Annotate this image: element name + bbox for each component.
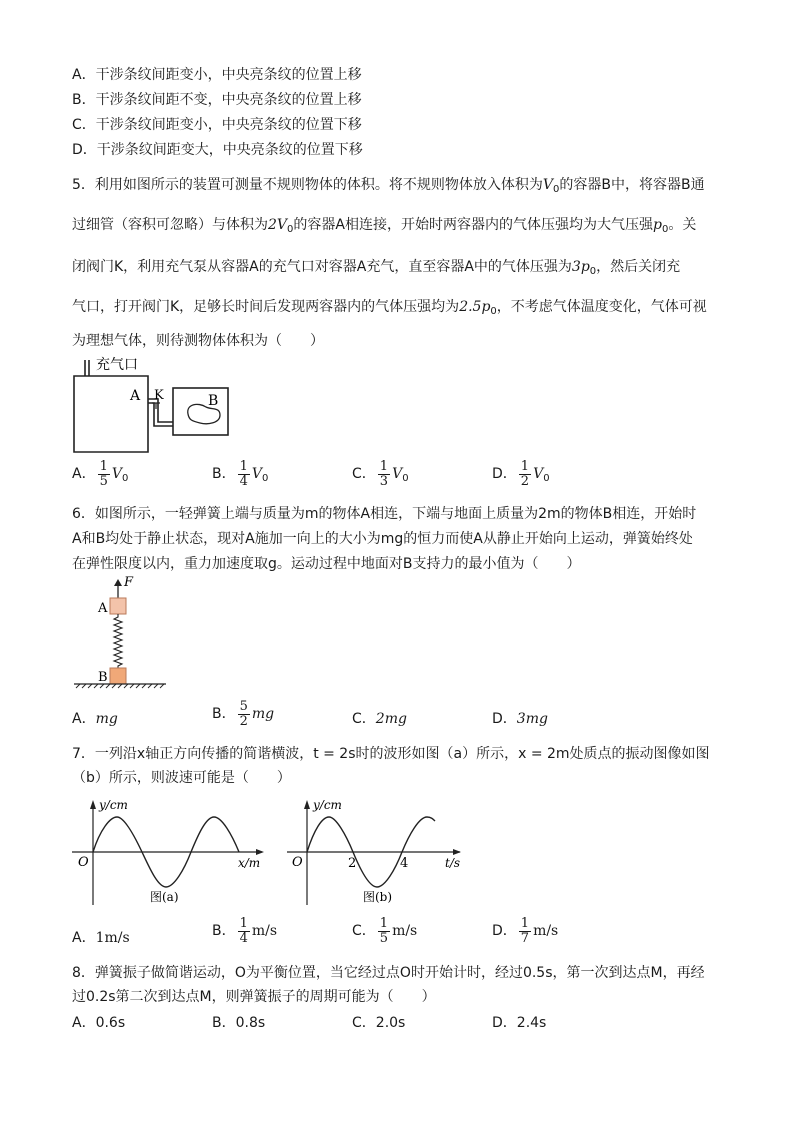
q8-line-2: 过0.2s第二次到达点M，则弹簧振子的周期可能为（ ） [72,989,436,1005]
origin-label: O [292,855,303,870]
t-axis-label: t/s [445,856,461,870]
q7-option-a: A．1m/s [72,930,130,946]
q4-option-c: C．干涉条纹间距变小，中央亮条纹的位置下移 [72,117,362,133]
q7-line-1: 7．一列沿x轴正方向传播的简谐横波，t = 2s时的波形如图（a）所示，x = 2m处质点的振动图像如图 [72,746,710,762]
q8-option-d: D．2.4s [492,1015,547,1031]
q8-option-a: A．0.6s [72,1015,126,1031]
label-b: B [98,670,108,685]
q6-option-a: A．mg [72,711,118,727]
q4-option-a: A．干涉条纹间距变小，中央亮条纹的位置上移 [72,67,362,83]
y-axis-label: y/cm [99,798,128,812]
q8-line-1: 8．弹簧振子做简谐运动，O为平衡位置，当它经过点O时开始计时，经过0.5s，第一次到达点M，再经 [72,965,705,981]
q8-option-b: B．0.8s [212,1015,266,1031]
q7-option-b: B． $\frac{1}{4}$ m/s [212,916,278,946]
block-b [110,668,126,684]
label-b: B [208,393,219,409]
q6-option-c: C．2mg [352,711,407,727]
origin-label: O [78,855,89,870]
q5-option-b: B． $\frac{1}{4}$ $V_0$ [212,459,269,489]
q4-option-b: B．干涉条纹间距不变，中央亮条纹的位置上移 [72,92,362,108]
block-a [110,598,126,614]
q5-option-d: D． $\frac{1}{2}$ $V_0$ [492,459,550,489]
caption-b: 图(b) [363,890,393,904]
q6-option-b: B． $\frac{5}{2}$ mg [212,699,275,729]
force-label: F [124,575,134,590]
q4-option-d: D．干涉条纹间距变大，中央亮条纹的位置下移 [72,142,363,158]
q7-line-2: （b）所示，则波速可能是（ ） [72,770,291,786]
tick-2: 2 [348,856,357,871]
q6-spring-diagram [70,575,170,695]
y-axis-label: y/cm [313,798,342,812]
q5-line-5: 为理想气体，则待测物体体积为（ ） [72,333,324,349]
label-k: K [154,388,164,403]
q5-line-4: 气口，打开阀门K，足够长时间后发现两容器内的气体压强均为$2.5p_0$，不考虑气体温度变化，气体可视 [72,299,707,317]
q5-line-3: 闭阀门K，利用充气泵从容器A的充气口对容器A充气，直至容器A中的气体压强为$3p_0$，然后关闭充 [72,259,681,277]
q6-line-2: A和B均处于静止状态，现对A施加一向上的大小为mg的恒力而使A从静止开始向上运动，弹簧始终处 [72,531,693,547]
q6-option-d: D．3mg [492,711,548,727]
q7-vibration-graph-b [285,795,465,910]
q7-option-d: D． $\frac{1}{7}$ m/s [492,916,559,946]
q5-line-2: 过细管（容积可忽略）与体积为$2V_0$的容器A相连接，开始时两容器内的气体压强均为大气压强$p_0$。关 [72,217,697,235]
q5-option-c: C． $\frac{1}{3}$ $V_0$ [352,459,409,489]
q5-line-1: 5．利用如图所示的装置可测量不规则物体的体积。将不规则物体放入体积为$V_0$的容器B中，将容器B通 [72,177,705,195]
q8-option-c: C．2.0s [352,1015,406,1031]
inlet-label: 充气口 [96,357,138,373]
tick-4: 4 [400,856,409,871]
q5-container-diagram [70,352,240,456]
x-axis-label: x/m [238,856,261,870]
q5-option-a: A． $\frac{1}{5}$ $V_0$ [72,459,129,489]
q6-line-1: 6．如图所示，一轻弹簧上端与质量为m的物体A相连，下端与地面上质量为2m的物体B相连，开始时 [72,506,697,522]
caption-a: 图(a) [150,890,179,904]
q6-line-3: 在弹性限度以内，重力加速度取g。运动过程中地面对B支持力的最小值为（ ） [72,556,581,572]
label-a: A [98,601,108,616]
q7-wave-graph-a [70,795,270,910]
spring [114,614,122,668]
q7-option-c: C． $\frac{1}{5}$ m/s [352,916,418,946]
label-a: A [130,388,141,404]
